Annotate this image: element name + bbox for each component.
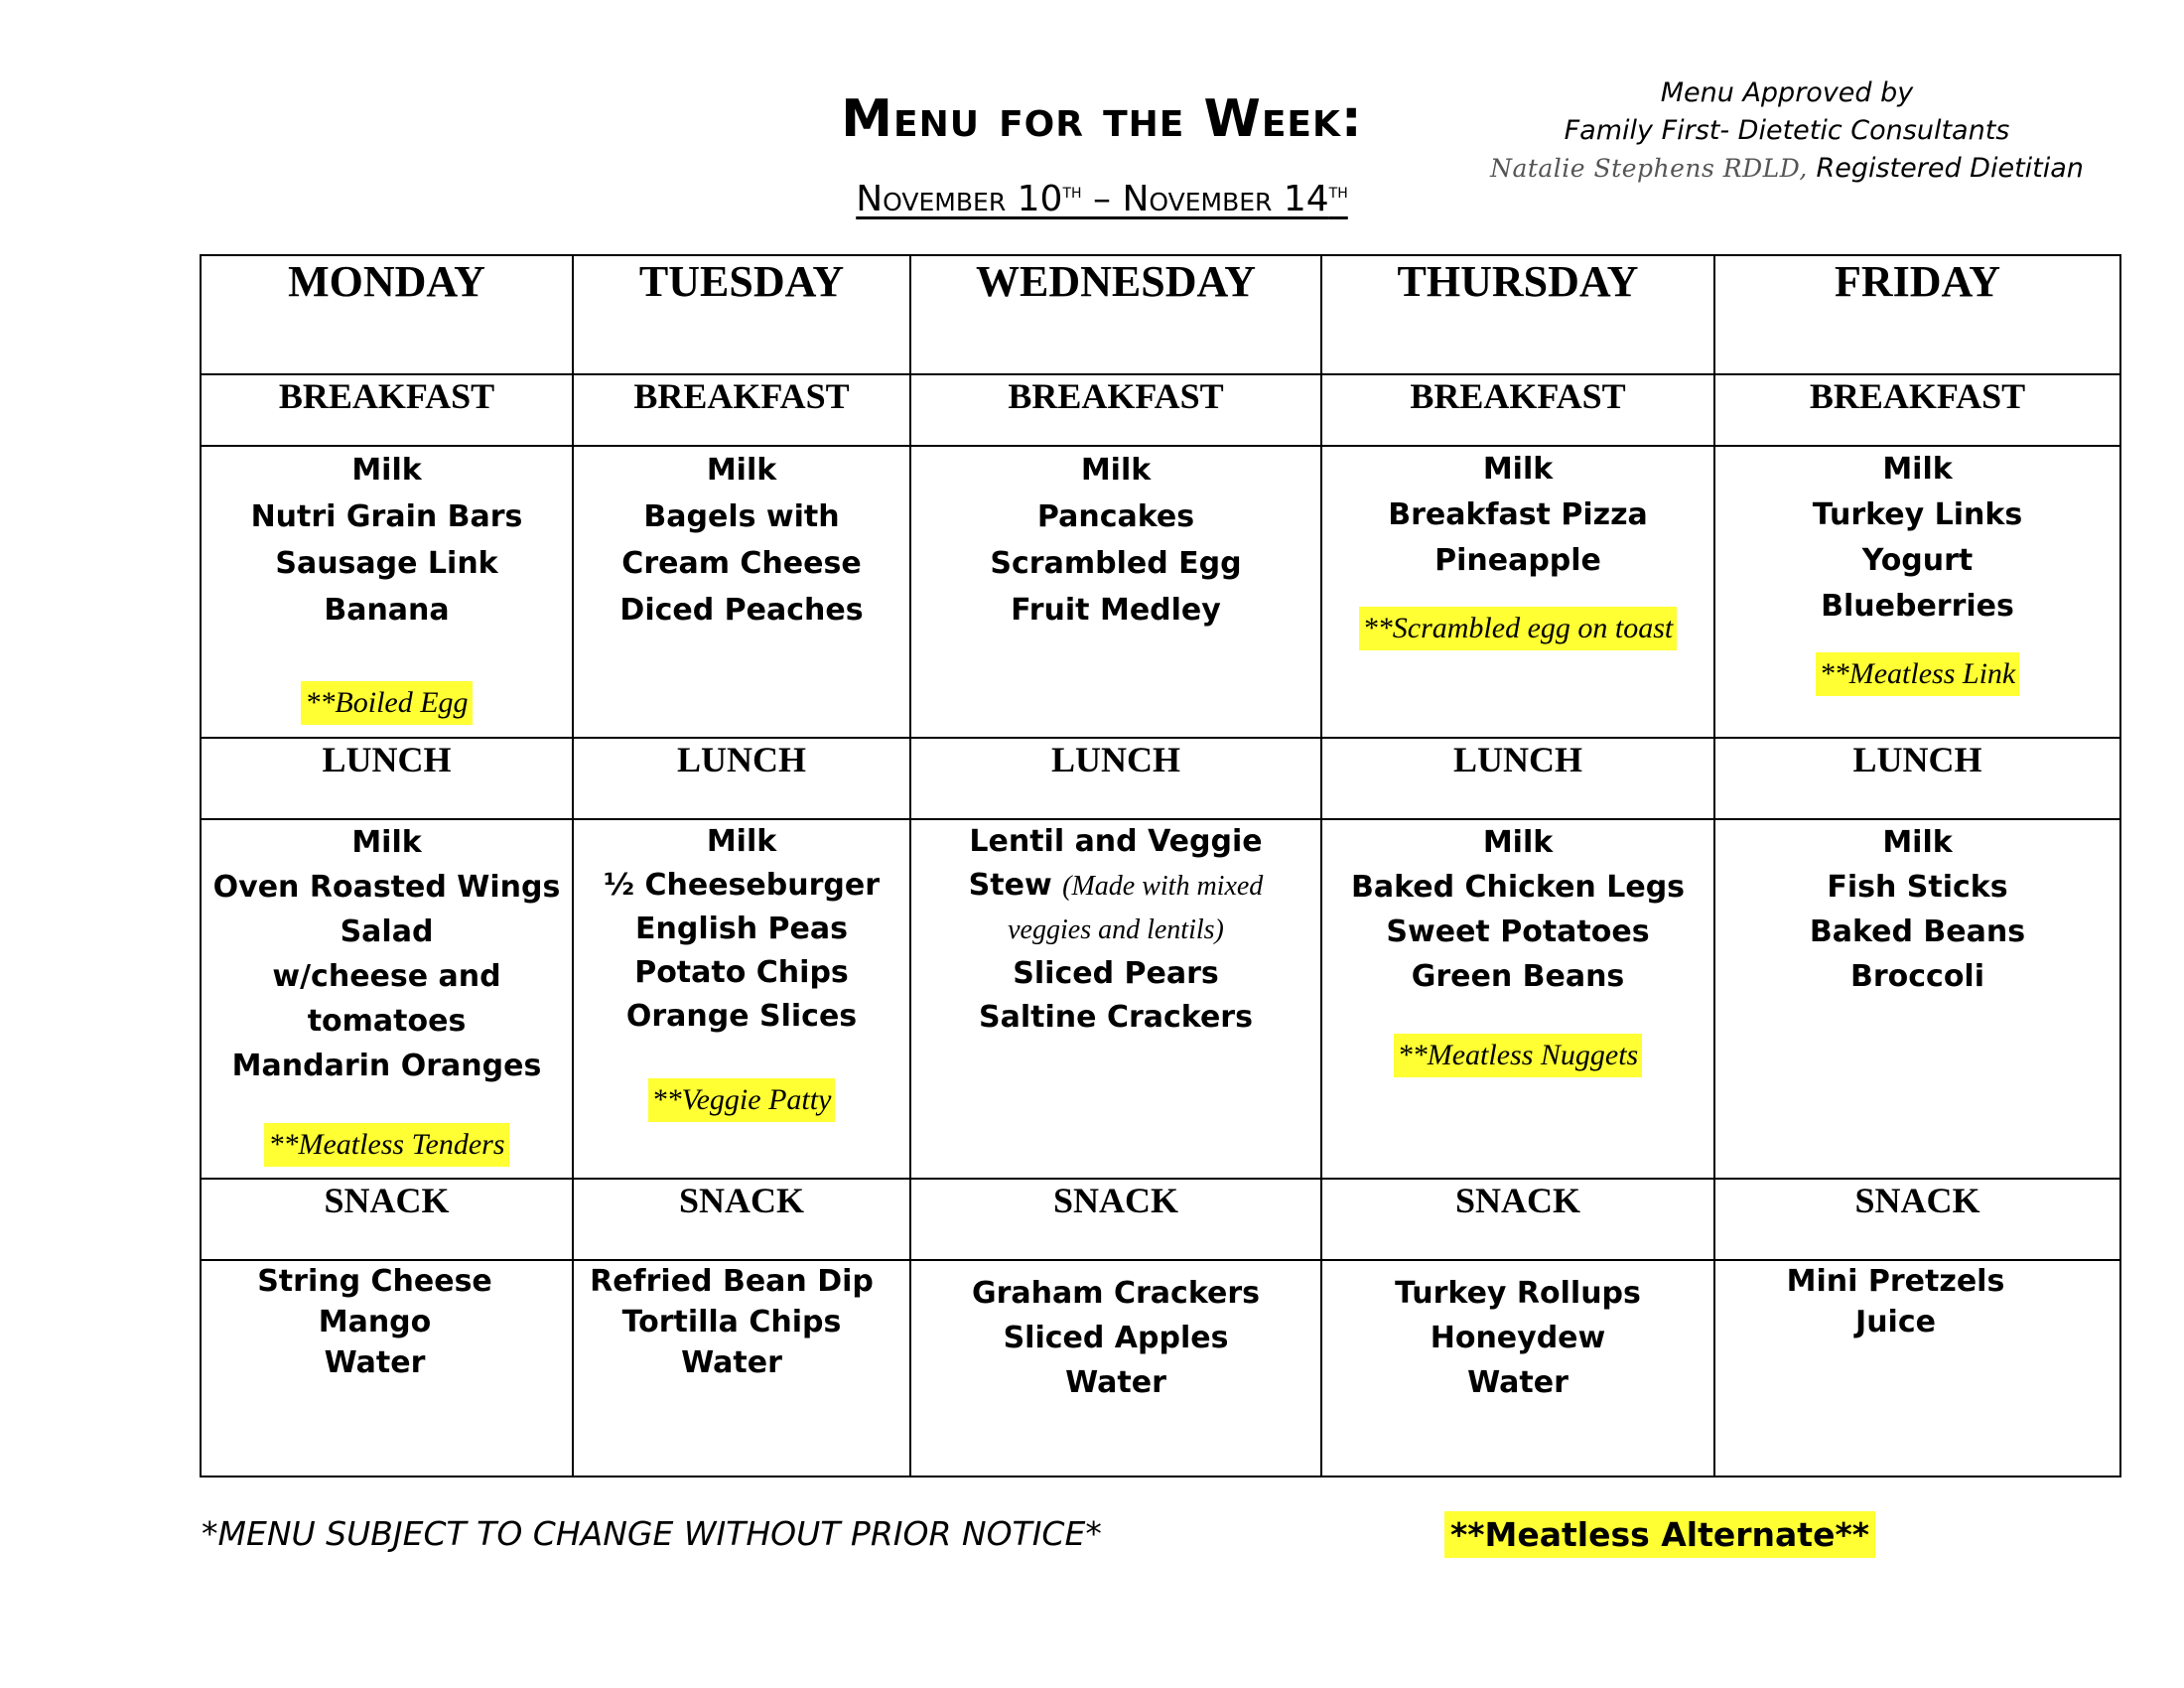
menu-item: Sliced Apples [1003,1321,1229,1355]
menu-item: Fruit Medley [1011,593,1221,628]
lunch-cell-monday [201,819,573,1179]
menu-item: Pancakes [1036,499,1195,534]
meatless-alternate: **Scrambled egg on toast [1359,607,1677,650]
snack-cell-tuesday [573,1260,910,1477]
menu-change-notice: *MENU SUBJECT TO CHANGE WITHOUT PRIOR NOTICE* [202,1514,1102,1553]
dietitian-role: Registered Dietitian [1816,153,2084,184]
breakfast-label-row [201,374,2120,446]
menu-item: Milk [706,453,777,488]
menu-item: Saltine Crackers [979,1000,1253,1035]
menu-item-note: veggies and lentils) [1008,914,1224,945]
menu-item: Milk [1882,825,1953,860]
menu-item-note: (Made with mixed [1062,871,1264,902]
menu-item: Potato Chips [634,955,849,990]
snack-label: SNACK [573,1179,910,1260]
meatless-alternate: **Meatless Nuggets [1394,1034,1642,1077]
breakfast-items-row [201,446,2120,738]
snack-label: SNACK [1714,1179,2120,1260]
page-title: Menu for the Week: [841,89,1363,149]
menu-item: Salad [340,914,434,949]
snack-label: SNACK [1321,1179,1714,1260]
menu-item: Stew [968,868,1052,903]
day-wednesday: WEDNESDAY [910,255,1321,374]
day-monday: MONDAY [201,255,573,374]
snack-cell-thursday [1321,1260,1714,1477]
lunch-items-row [201,819,2120,1179]
snack-cell-monday [201,1260,573,1477]
breakfast-label: BREAKFAST [201,374,573,446]
menu-item: Nutri Grain Bars [250,499,523,534]
snack-label-row [201,1179,2120,1260]
menu-item: Blueberries [1821,589,2014,624]
approval-signature-line [1489,150,2085,188]
approval-organization: Family First- Dietetic Consultants [1564,115,2010,146]
breakfast-cell-wednesday [910,446,1321,738]
breakfast-cell-thursday [1321,446,1714,738]
menu-item: Mango [318,1305,432,1339]
snack-items-row [201,1260,2120,1477]
menu-item: Bagels with [643,499,840,534]
menu-item: Scrambled Egg [990,546,1242,581]
meatless-alternate: **Meatless Tenders [264,1123,508,1167]
menu-item: Water [324,1345,426,1380]
meatless-alternate: **Boiled Egg [301,681,472,725]
breakfast-label: BREAKFAST [573,374,910,446]
approval-block [1489,74,2085,188]
menu-item: Tortilla Chips [621,1305,842,1339]
meatless-alternate: **Meatless Link [1816,652,2019,696]
menu-item: Baked Beans [1809,914,2026,949]
lunch-cell-friday [1714,819,2120,1179]
menu-item: Milk [351,825,422,860]
meatless-alternate: **Veggie Patty [648,1078,836,1122]
lunch-label: LUNCH [573,738,910,819]
menu-item: Graham Crackers [972,1276,1260,1311]
day-tuesday: TUESDAY [573,255,910,374]
menu-item: Lentil and Veggie [969,824,1263,859]
lunch-label-row [201,738,2120,819]
approval-line: Menu Approved by [1660,77,1914,108]
menu-item: Juice [1855,1305,1936,1339]
breakfast-cell-monday [201,446,573,738]
menu-item: Turkey Links [1812,497,2023,532]
menu-item: Milk [1882,452,1953,487]
menu-item: English Peas [635,912,848,946]
menu-item: Water [1467,1365,1569,1400]
menu-item: Milk [351,453,422,488]
menu-item: Pineapple [1434,543,1601,578]
menu-item: Cream Cheese [621,546,862,581]
breakfast-cell-friday [1714,446,2120,738]
date-range [695,179,1509,219]
lunch-label: LUNCH [201,738,573,819]
menu-item: w/cheese and [272,959,501,994]
menu-item: Milk [1080,453,1152,488]
lunch-label: LUNCH [1714,738,2120,819]
menu-item: Banana [324,593,450,628]
menu-item: Mini Pretzels [1786,1264,2005,1299]
menu-item: Milk [1482,452,1554,487]
menu-item: Sausage Link [275,546,498,581]
menu-item: Yogurt [1861,543,1974,578]
menu-item-with-note [911,864,1320,909]
menu-item: Broccoli [1849,959,1984,994]
end-date-suffix: th [1328,179,1348,203]
menu-item: Water [681,1345,782,1380]
menu-item: Refried Bean Dip [590,1264,874,1299]
menu-item: Sweet Potatoes [1386,914,1650,949]
menu-item: Turkey Rollups [1395,1276,1641,1311]
menu-item: Orange Slices [625,999,858,1034]
menu-item: Honeydew [1430,1321,1606,1355]
snack-cell-wednesday [910,1260,1321,1477]
menu-item: Green Beans [1411,959,1625,994]
menu-item: Oven Roasted Wings [212,870,561,905]
meatless-alternate-legend: **Meatless Alternate** [1444,1511,1875,1558]
start-date: November 10 [856,179,1063,219]
menu-item: Diced Peaches [619,593,864,628]
breakfast-label: BREAKFAST [1321,374,1714,446]
day-friday: FRIDAY [1714,255,2120,374]
weekly-menu-table [200,254,2121,1477]
menu-item: Breakfast Pizza [1388,497,1648,532]
lunch-cell-thursday [1321,819,1714,1179]
snack-cell-friday [1714,1260,2120,1477]
menu-item: Sliced Pears [1013,956,1219,991]
menu-item: String Cheese [257,1264,492,1299]
menu-item: tomatoes [307,1004,467,1039]
breakfast-label: BREAKFAST [910,374,1321,446]
menu-item: Milk [1482,825,1554,860]
snack-label: SNACK [910,1179,1321,1260]
day-thursday: THURSDAY [1321,255,1714,374]
lunch-label: LUNCH [910,738,1321,819]
dietitian-signature: Natalie Stephens RDLD, [1490,154,1808,183]
breakfast-cell-tuesday [573,446,910,738]
snack-label: SNACK [201,1179,573,1260]
breakfast-label: BREAKFAST [1714,374,2120,446]
day-header-row [201,255,2120,374]
lunch-cell-tuesday [573,819,910,1179]
menu-item: Mandarin Oranges [231,1049,542,1083]
date-separator: – [1081,179,1123,219]
lunch-label: LUNCH [1321,738,1714,819]
start-date-suffix: th [1062,179,1082,203]
end-date: November 14 [1122,179,1329,219]
menu-item: Water [1065,1365,1166,1400]
menu-item: ½ Cheeseburger [603,868,880,903]
menu-item: Fish Sticks [1827,870,2008,905]
menu-item: Baked Chicken Legs [1350,870,1686,905]
lunch-cell-wednesday [910,819,1321,1179]
menu-item: Milk [706,824,777,859]
